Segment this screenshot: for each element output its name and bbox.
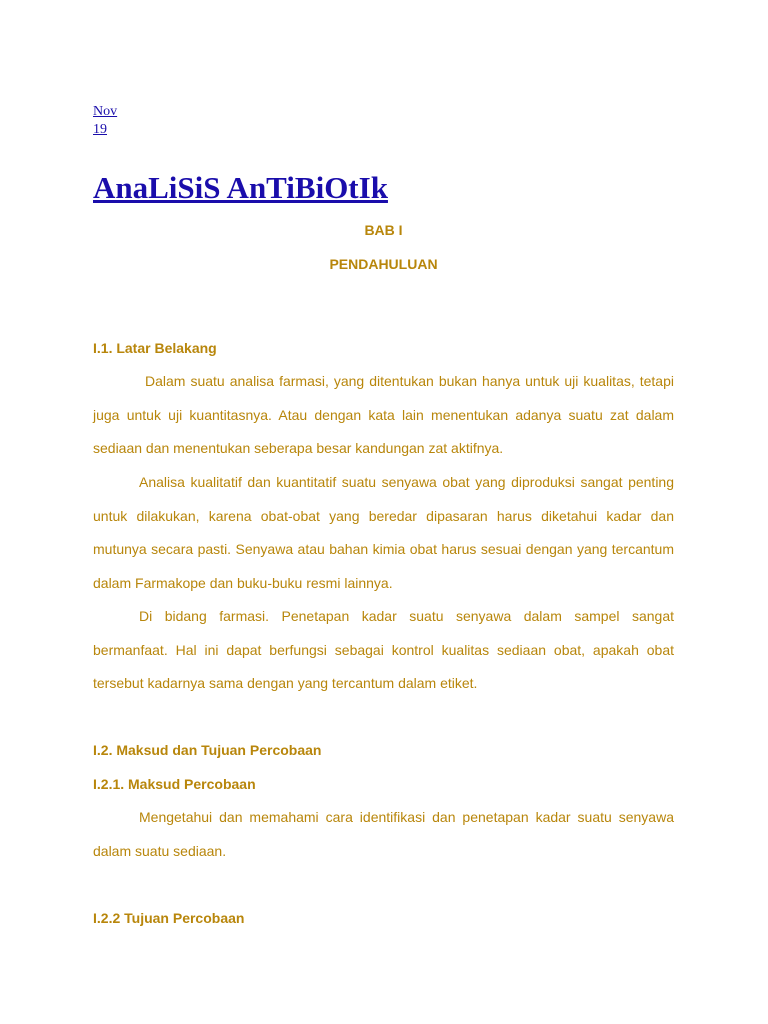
subsection-heading-tujuan: I.2.2 Tujuan Percobaan: [93, 910, 245, 926]
section-heading-maksud-tujuan: I.2. Maksud dan Tujuan Percobaan: [93, 742, 322, 758]
chapter-label: BAB I: [364, 222, 403, 238]
subsection-heading-maksud: I.2.1. Maksud Percobaan: [93, 776, 256, 792]
paragraph-latar-belakang-1: Dalam suatu analisa farmasi, yang ditentukan bukan hanya untuk uji kualitas, tetapi juga untuk uji kuantitasnya. Atau dengan kata lain menentukan adanya suatu zat dalam sediaan dan menentukan seberapa besar kandungan zat aktifnya.: [93, 373, 674, 457]
chapter-title: PENDAHULUAN: [329, 256, 438, 272]
paragraph-latar-belakang-3: Di bidang farmasi. Penetapan kadar suatu senyawa dalam sampel sangat bermanfaat. Hal ini dapat berfungsi sebagai kontrol kualitas sediaan obat, apakah obat tersebut kadarnya sama dengan yang tercantum dalam etiket.: [93, 608, 674, 692]
post-date-link[interactable]: [93, 103, 117, 139]
section-heading-latar-belakang: I.1. Latar Belakang: [93, 340, 217, 356]
post-date-day: 19: [93, 122, 107, 137]
paragraph-latar-belakang-2: Analisa kualitatif dan kuantitatif suatu senyawa obat yang diproduksi sangat penting untuk dilakukan, karena obat-obat yang beredar dipasaran harus diketahui kadar dan mutunya secara pasti. Senyawa atau bahan kimia obat harus sesuai dengan yang tercantum dalam Farmakope dan buku-buku resmi lainnya.: [93, 474, 674, 591]
post-title-link[interactable]: AnaLiSiS AnTiBiOtIk: [93, 170, 388, 205]
paragraph-maksud: Mengetahui dan memahami cara identifikasi dan penetapan kadar suatu senyawa dalam suatu sediaan.: [93, 809, 674, 859]
post-date-month: Nov: [93, 104, 118, 119]
